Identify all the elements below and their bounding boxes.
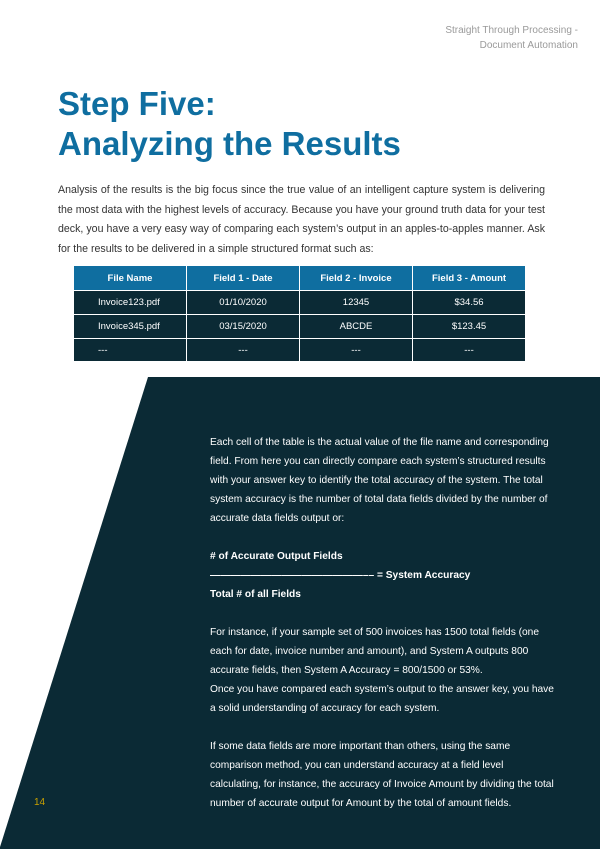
page-title	[58, 84, 401, 164]
table-cell: Invoice345.pdf	[74, 315, 187, 339]
column-header-file-name: File Name	[74, 266, 187, 291]
formula-denominator: Total # of all Fields	[210, 589, 301, 600]
column-header-field-2: Field 2 - Invoice	[300, 266, 413, 291]
intro-paragraph: Analysis of the results is the big focus since the true value of an intelligent capture system is delivering the most data with the highest levels of accuracy. Because you have your ground truth data for your test deck, you have a very easy way of comparing each system’s output in an apples-to-apples manner. Ask for the results to be delivered in a simple structured format such as:	[58, 184, 545, 255]
table-cell: $34.56	[413, 291, 526, 315]
paragraph-spacer	[210, 604, 555, 623]
table-cell: 01/10/2020	[187, 291, 300, 315]
panel-paragraph-2: For instance, if your sample set of 500 invoices has 1500 total fields (one each for date, invoice number and amount), and System A outputs 800 accurate fields, then System A Accuracy = 800/1500 or 53%.	[210, 627, 540, 676]
panel-paragraph-1: Each cell of the table is the actual value of the file name and corresponding field. From here you can directly compare each system’s structured results with your answer key to identify the total accuracy of the system. The total system accuracy is the number of total data fields divided by the number of accurate data fields output or:	[210, 437, 549, 524]
header-line-1: Straight Through Processing -	[445, 25, 578, 36]
table-row	[74, 291, 526, 315]
document-header	[358, 23, 578, 53]
table-cell: ---	[74, 339, 187, 362]
title-line-2: Analyzing the Results	[58, 125, 401, 162]
table-row	[74, 339, 526, 362]
formula-divider-line: ———————————————–– = System Accuracy	[210, 570, 471, 581]
table-cell: $123.45	[413, 315, 526, 339]
table-row	[74, 315, 526, 339]
results-format-table	[73, 265, 526, 362]
panel-paragraph-4: If some data fields are more important than others, using the same comparison method, you can understand accuracy at a field level calculating, for instance, the accuracy of Invoice Amount by dividing the total number of accurate output for Amount by the total of amount fields.	[210, 741, 554, 809]
panel-text-block	[210, 433, 555, 813]
table-cell: ---	[413, 339, 526, 362]
column-header-field-3: Field 3 - Amount	[413, 266, 526, 291]
page-number: 14	[34, 797, 46, 808]
paragraph-spacer	[210, 528, 555, 547]
formula-numerator: # of Accurate Output Fields	[210, 551, 343, 562]
title-line-1: Step Five:	[58, 85, 216, 122]
table-cell: ---	[300, 339, 413, 362]
table-cell: ABCDE	[300, 315, 413, 339]
table-cell: 03/15/2020	[187, 315, 300, 339]
paragraph-spacer	[210, 718, 555, 737]
table-cell: 12345	[300, 291, 413, 315]
column-header-field-1: Field 1 - Date	[187, 266, 300, 291]
panel-paragraph-3: Once you have compared each system’s output to the answer key, you have a solid understanding of accuracy for each system.	[210, 684, 554, 714]
table-cell: Invoice123.pdf	[74, 291, 187, 315]
table-cell: ---	[187, 339, 300, 362]
header-line-2: Document Automation	[479, 40, 578, 51]
table-header-row	[74, 266, 526, 291]
